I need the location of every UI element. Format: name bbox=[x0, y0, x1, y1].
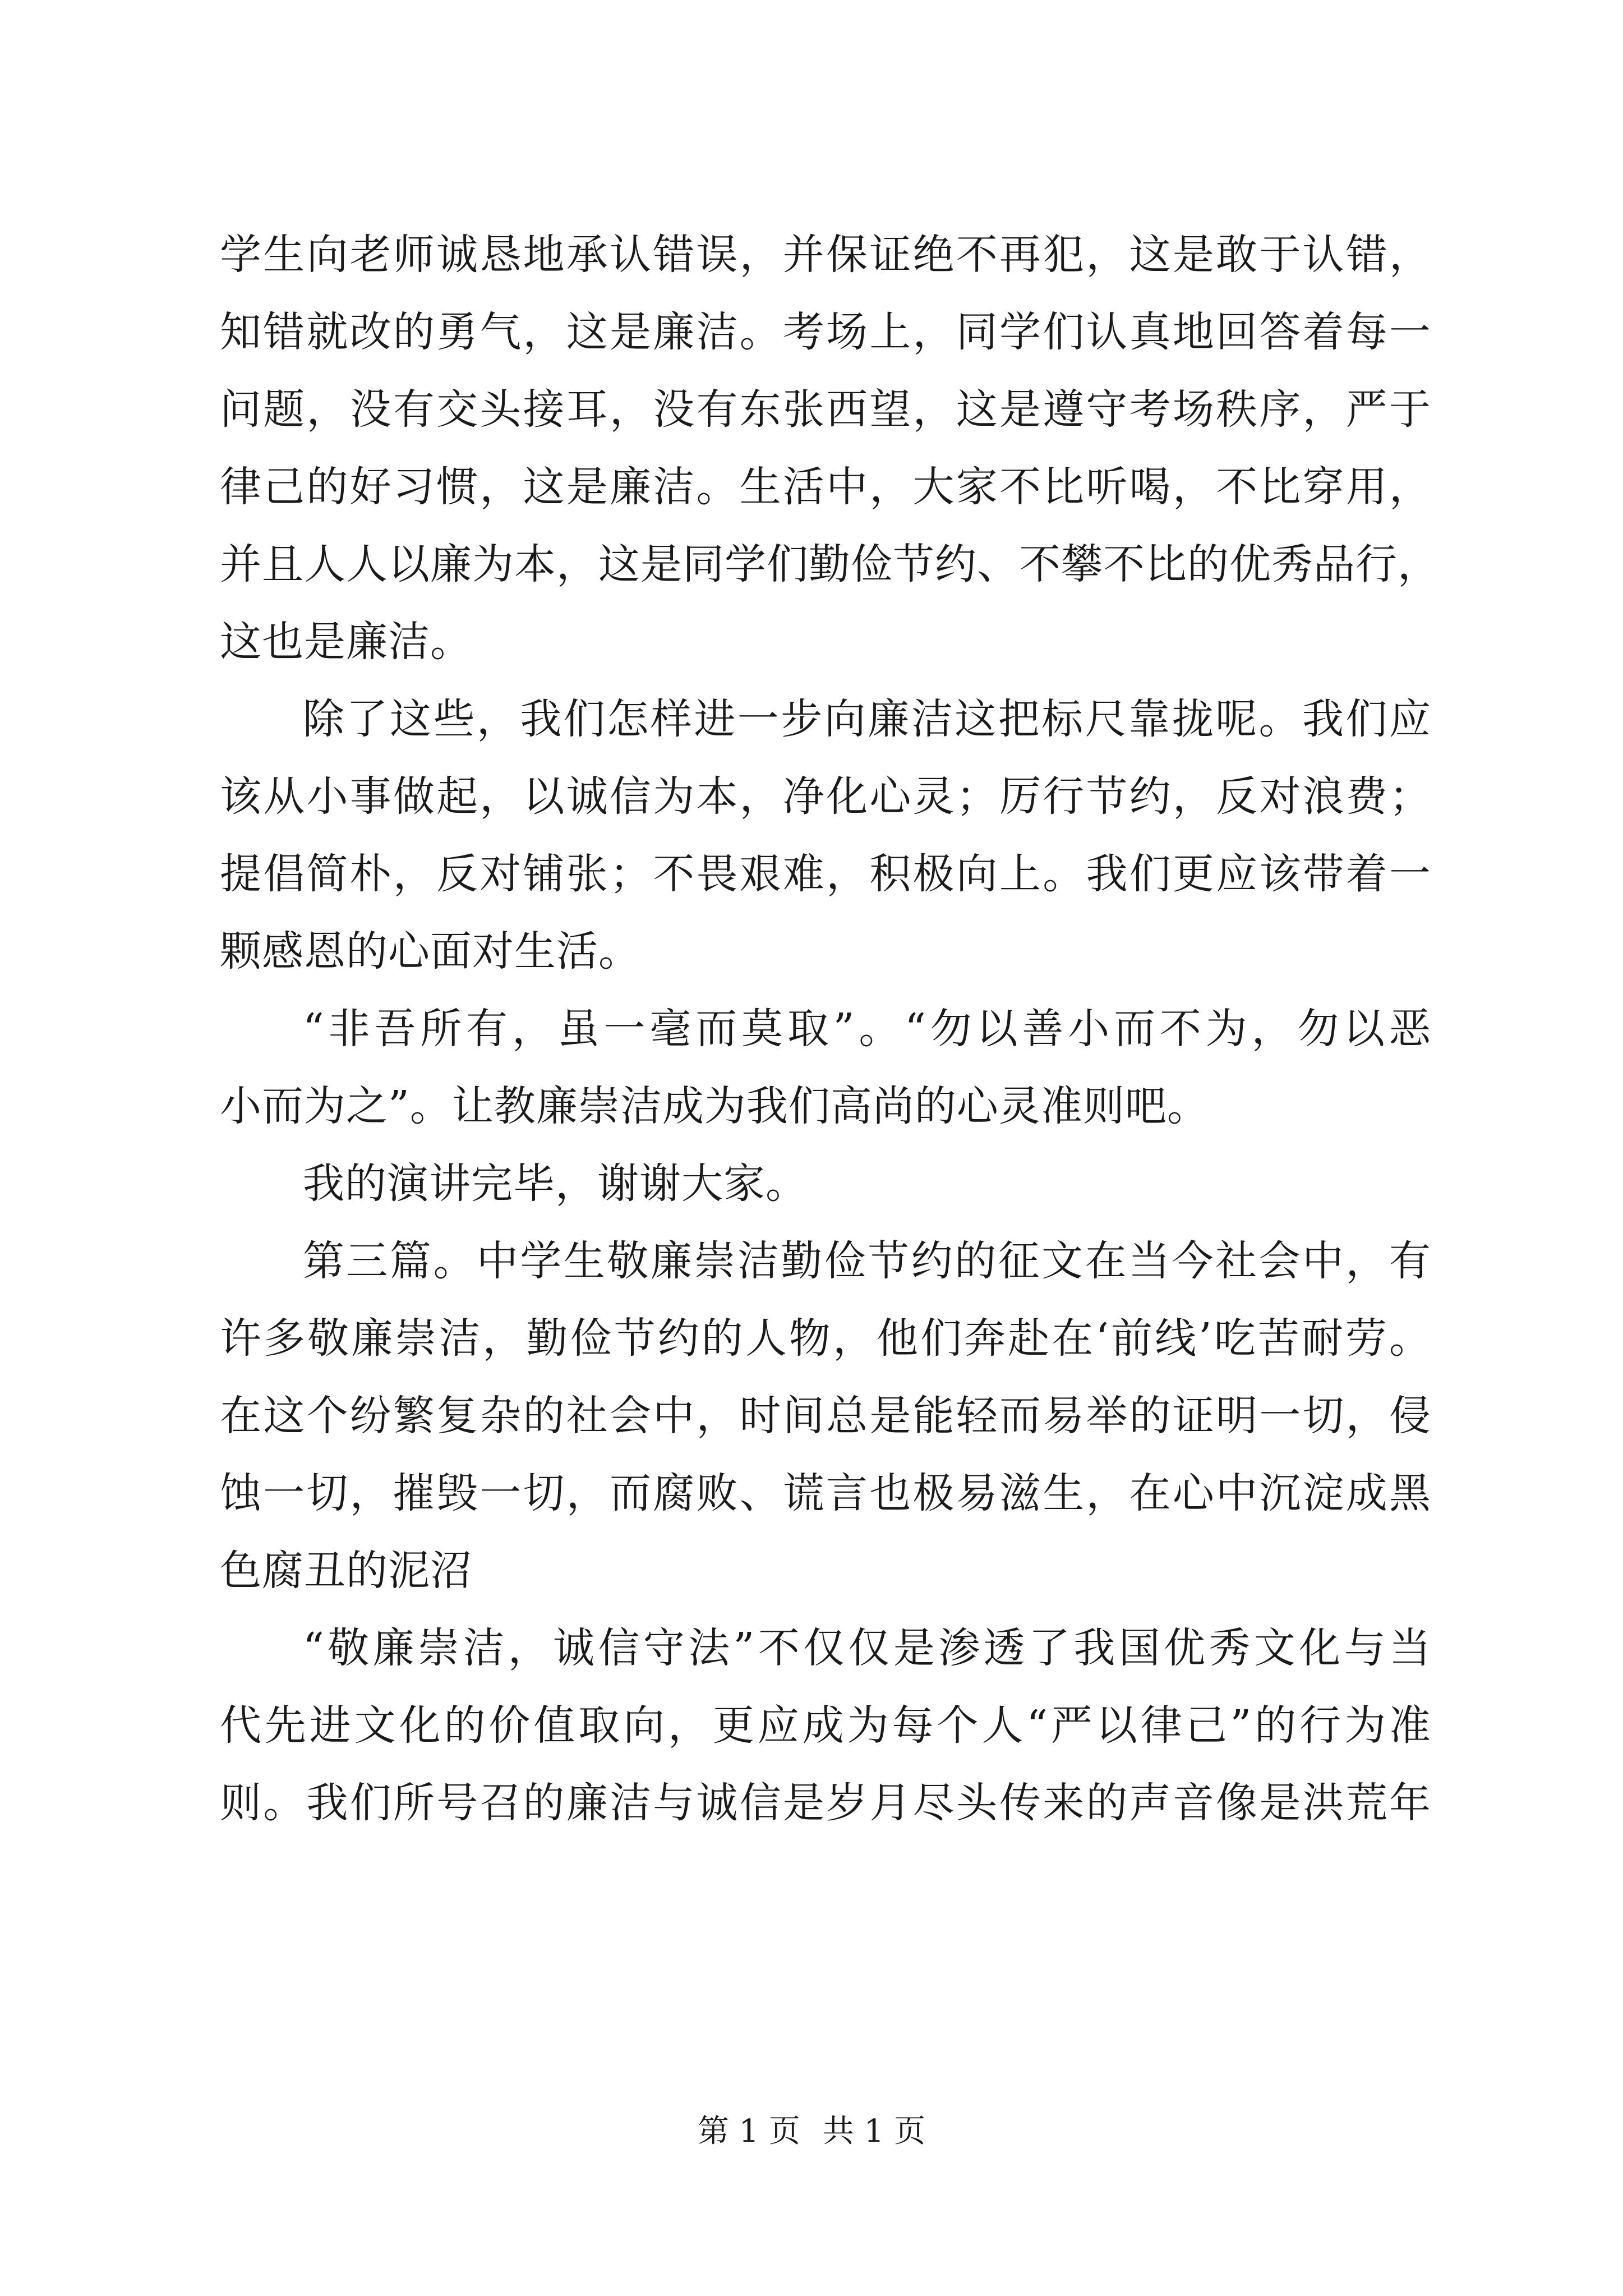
document-body bbox=[220, 216, 1440, 1842]
text-line: 这也是廉洁。 bbox=[220, 618, 472, 666]
text-line: 第三篇。中学生敬廉崇洁勤俭节约的征文在当今社会中，有 bbox=[303, 1237, 1431, 1285]
total-pages: 共 1 页 bbox=[823, 2113, 926, 2150]
text-line: 该从小事做起，以诚信为本，净化心灵；厉行节约，反对浪费； bbox=[220, 772, 1431, 821]
text-line: 许多敬廉崇洁，勤俭节约的人物，他们奔赴在‘前线’吃苦耐劳。 bbox=[220, 1314, 1431, 1363]
text-line: 颗感恩的心面对生活。 bbox=[220, 927, 640, 976]
text-line: 在这个纷繁复杂的社会中，时间总是能轻而易举的证明一切，侵 bbox=[220, 1392, 1431, 1440]
text-line: 我的演讲完毕，谢谢大家。 bbox=[303, 1159, 808, 1208]
text-line: 学生向老师诚恳地承认错误，并保证绝不再犯，这是敢于认错， bbox=[220, 231, 1431, 279]
page-number: 第 1 页 bbox=[697, 2113, 800, 2150]
text-line: 则。我们所号召的廉洁与诚信是岁月尽头传来的声音像是洪荒年 bbox=[220, 1779, 1431, 1827]
text-line: 色腐丑的泥沼 bbox=[220, 1547, 472, 1595]
text-line: 提倡简朴，反对铺张；不畏艰难，积极向上。我们更应该带着一 bbox=[220, 850, 1431, 898]
text-line: 蚀一切，摧毁一切，而腐败、谎言也极易滋生，在心中沉淀成黑 bbox=[220, 1469, 1431, 1517]
text-line: 律己的好习惯，这是廉洁。生活中，大家不比听喝，不比穿用， bbox=[220, 463, 1431, 511]
text-line: 代先进文化的价值取向，更应成为每个人“严以律己”的行为准 bbox=[220, 1701, 1431, 1750]
page-footer bbox=[0, 2106, 1623, 2151]
text-line: 知错就改的勇气，这是廉洁。考场上，同学们认真地回答着每一 bbox=[220, 308, 1431, 356]
text-line: “非吾所有，虽一毫而莫取”。“勿以善小而不为，勿以恶 bbox=[303, 1005, 1431, 1053]
text-line: 小而为之”。让教廉崇洁成为我们高尚的心灵准则吧。 bbox=[220, 1082, 1209, 1130]
text-line: 并且人人以廉为本，这是同学们勤俭节约、不攀不比的优秀品行， bbox=[220, 540, 1440, 588]
text-line: 除了这些，我们怎样进一步向廉洁这把标尺靠拢呢。我们应 bbox=[303, 695, 1431, 743]
text-line: “敬廉崇洁，诚信守法”不仅仅是渗透了我国优秀文化与当 bbox=[303, 1624, 1431, 1672]
text-line: 问题，没有交头接耳，没有东张西望，这是遵守考场秩序，严于 bbox=[220, 385, 1431, 434]
